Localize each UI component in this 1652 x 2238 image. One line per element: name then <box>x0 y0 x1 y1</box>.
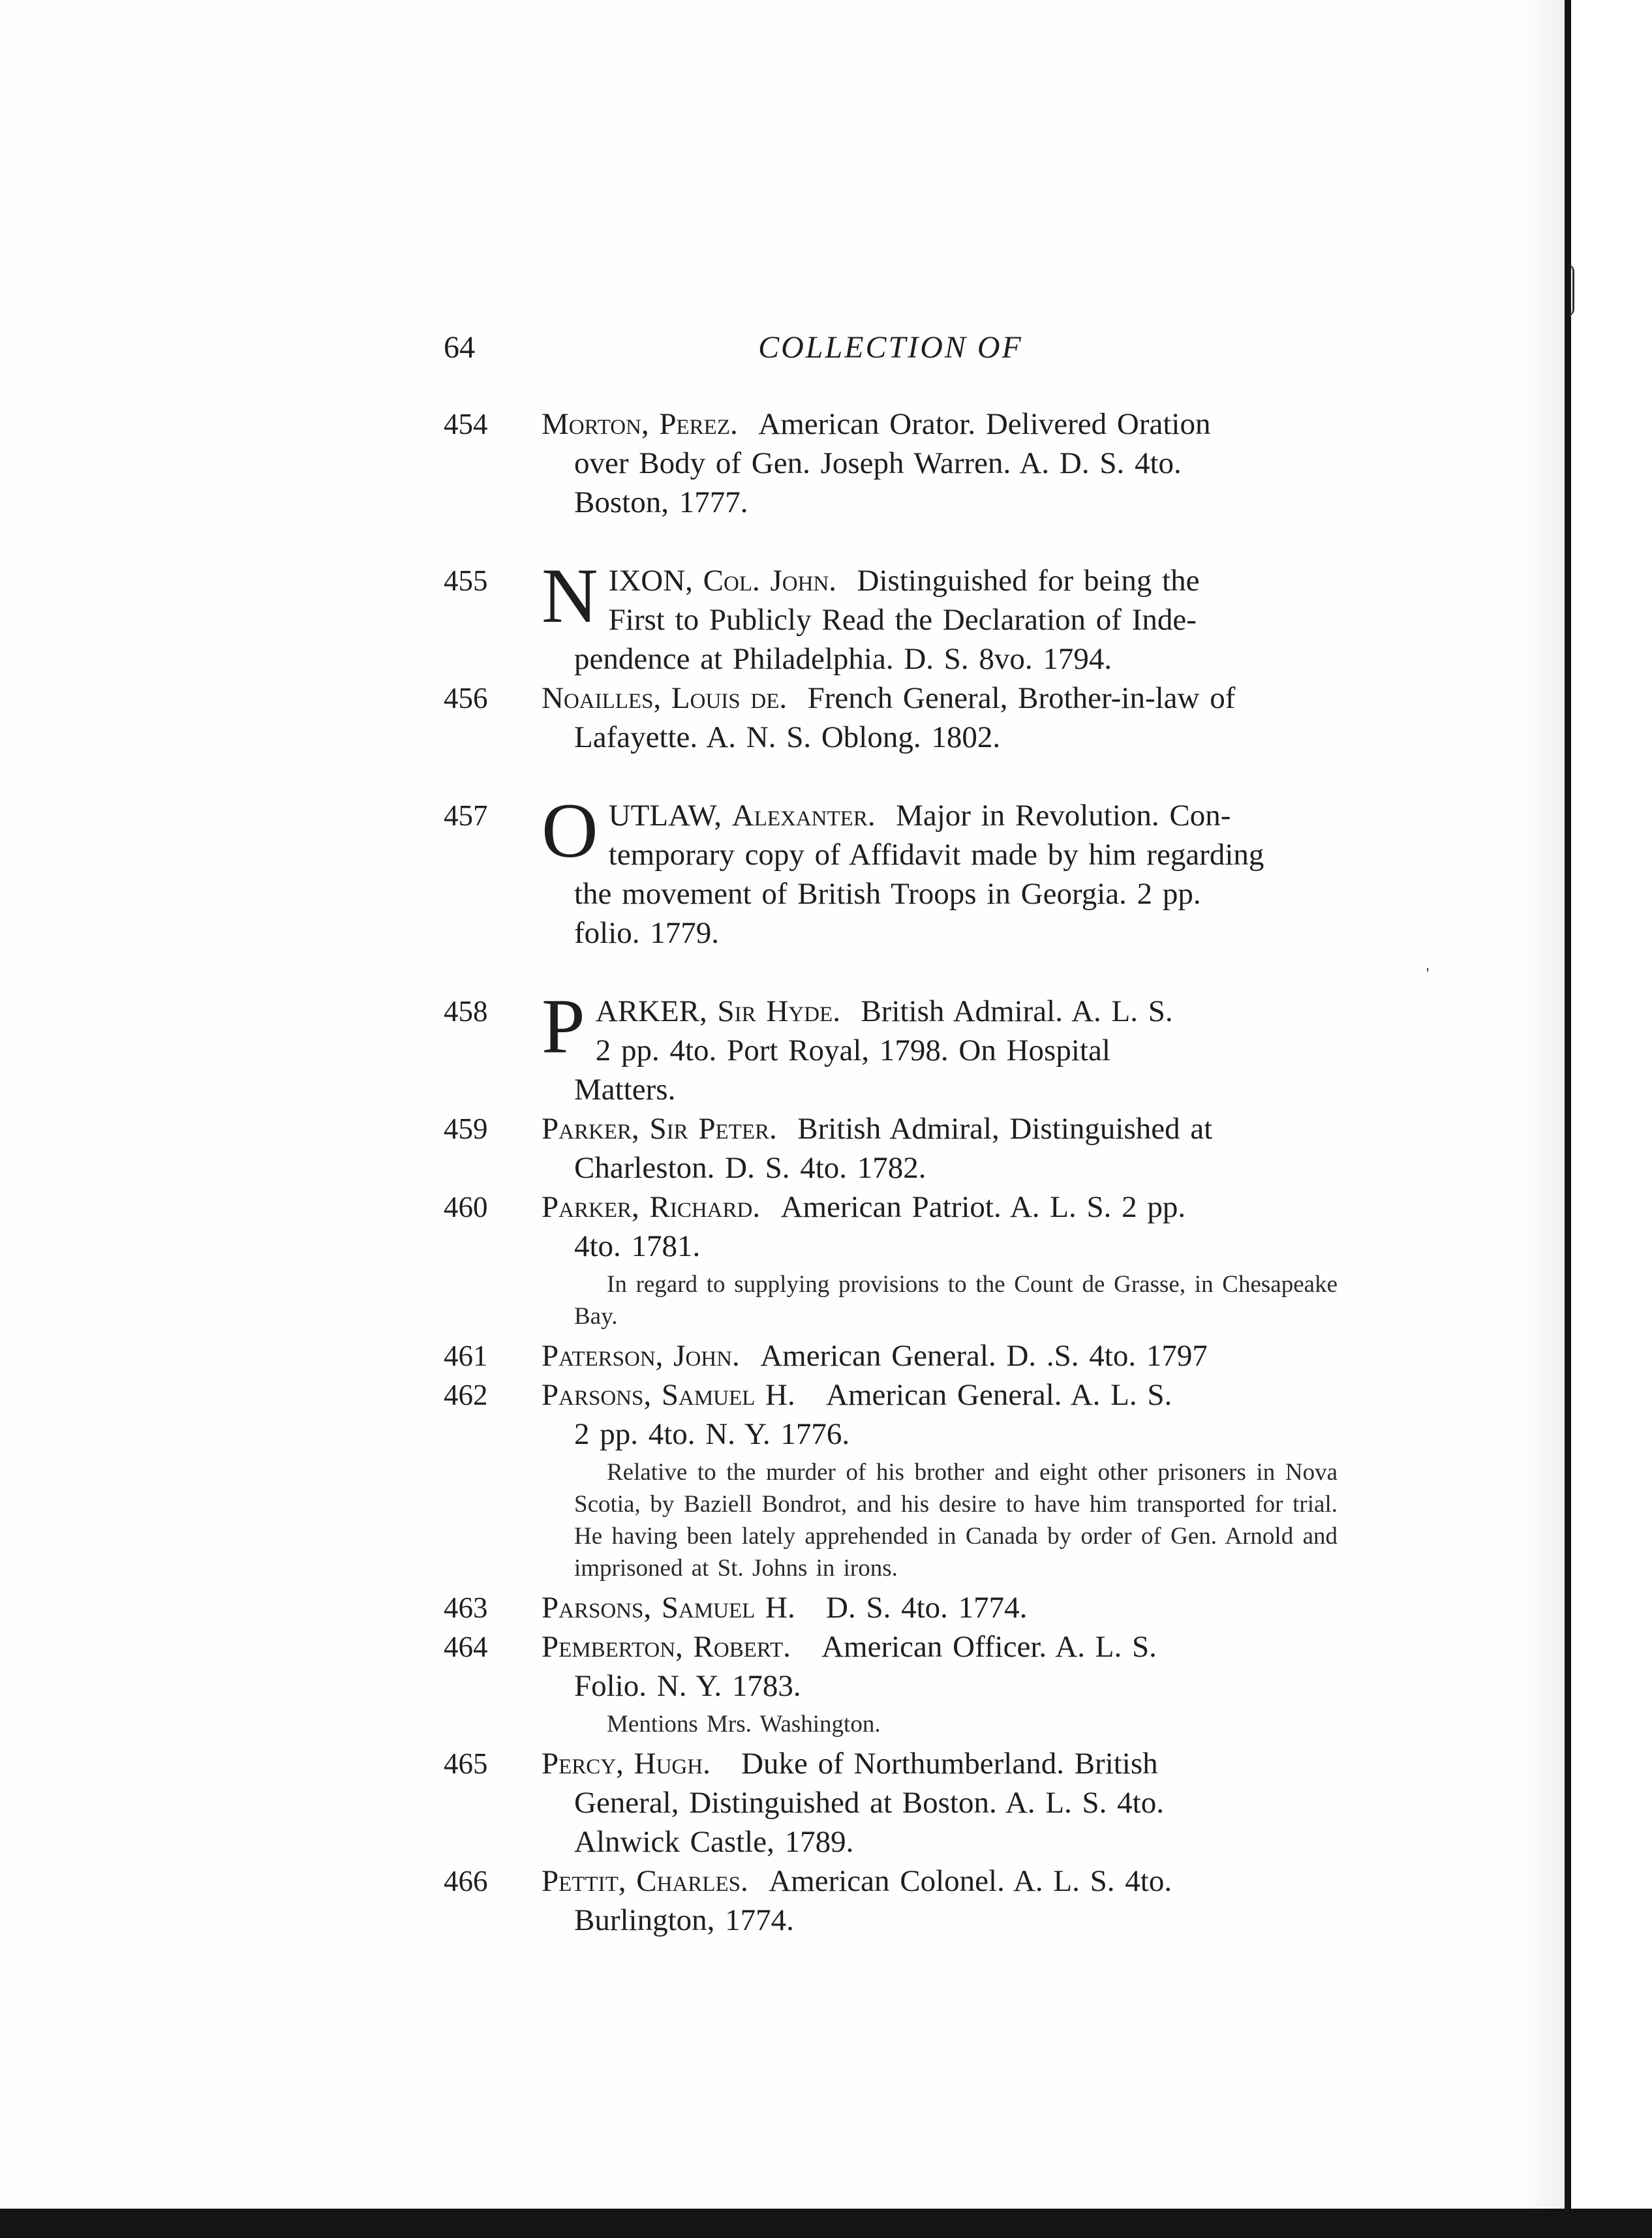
entry-line: 4to. 1781. <box>574 1229 701 1263</box>
entry-body <box>542 1336 1338 1375</box>
catalogue-entry <box>444 1336 1338 1375</box>
entry-line: American Orator. Delivered Oration <box>758 407 1211 441</box>
catalogue-entry <box>444 1862 1338 1940</box>
page-number: 64 <box>444 330 475 365</box>
catalogue-entry <box>444 1588 1338 1627</box>
entry-line: French General, Brother-in-law of <box>807 681 1236 715</box>
entry-title: Col. John. <box>703 564 837 598</box>
entry-title: Sir Hyde. <box>717 994 840 1028</box>
scan-margin-right <box>1571 0 1652 2238</box>
entry-body <box>542 561 1338 600</box>
entry-name: Pettit, Charles. <box>542 1864 748 1898</box>
running-head: COLLECTION OF <box>758 330 1023 365</box>
entry-line: Matters. <box>574 1073 676 1107</box>
entry-line: American Patriot. A. L. S. 2 pp. <box>780 1190 1186 1224</box>
entry-body <box>542 1744 1338 1783</box>
entry-number: 458 <box>444 995 488 1028</box>
catalogue-entry <box>444 983 1338 1109</box>
drop-cap: P <box>542 983 585 1069</box>
entry-number: 466 <box>444 1865 488 1897</box>
entry-line: British Admiral, Distinguished at <box>797 1112 1213 1146</box>
entry-number: 463 <box>444 1591 488 1624</box>
entry-number: 459 <box>444 1112 488 1145</box>
entry-number: 456 <box>444 682 488 714</box>
entry-line: American Officer. A. L. S. <box>821 1630 1157 1664</box>
entry-note: Mentions Mrs. Washington. <box>607 1711 881 1738</box>
catalogue-entry <box>444 1744 1338 1862</box>
catalogue-entries <box>444 405 1338 1940</box>
entry-body <box>542 405 1338 444</box>
entry-line: American Colonel. A. L. S. 4to. <box>769 1864 1172 1898</box>
entry-number: 462 <box>444 1379 488 1411</box>
entry-note: In regard to supplying provisions to the Count de Grasse, in Chesapeake Bay. <box>574 1271 1338 1330</box>
entry-body <box>542 1862 1338 1901</box>
page-edge-shadow <box>1520 0 1565 2209</box>
entry-body <box>542 1109 1338 1148</box>
entry-line: over Body of Gen. Joseph Warren. A. D. S. 4to. <box>574 446 1182 480</box>
scan-bracket-mark <box>1567 264 1574 316</box>
catalogue-entry <box>444 405 1338 522</box>
entry-line: Burlington, 1774. <box>574 1903 794 1937</box>
entry-number: 455 <box>444 564 488 597</box>
entry-name: Percy, Hugh. <box>542 1747 711 1781</box>
entry-line: temporary copy of Affidavit made by him regarding <box>608 838 1264 872</box>
drop-cap: O <box>542 787 598 874</box>
entry-number: 454 <box>444 408 488 440</box>
entry-number: 461 <box>444 1340 488 1372</box>
entry-body <box>542 1375 1338 1415</box>
entry-number: 457 <box>444 799 488 832</box>
entry-body <box>542 992 1338 1031</box>
entry-line: American General. D. .S. 4to. 1797 <box>760 1339 1208 1373</box>
entry-line: General, Distinguished at Boston. A. L. S. 4to. <box>574 1786 1164 1820</box>
entry-body <box>542 1188 1338 1227</box>
entry-line: Distinguished for being the <box>857 564 1200 598</box>
entry-name: Parsons, Samuel H. <box>542 1378 795 1412</box>
entry-number: 464 <box>444 1631 488 1663</box>
entry-line: 2 pp. 4to. N. Y. 1776. <box>574 1417 850 1451</box>
entry-name: Parker, Sir Peter. <box>542 1112 777 1146</box>
entry-name: Noailles, Louis de. <box>542 681 788 715</box>
entry-number: 465 <box>444 1747 488 1780</box>
entry-line: pendence at Philadelphia. D. S. 8vo. 1794. <box>574 642 1112 676</box>
entry-line: 2 pp. 4to. Port Royal, 1798. On Hospital <box>595 1034 1110 1067</box>
entry-body <box>542 1588 1338 1627</box>
entry-name: Parsons, Samuel H. <box>542 1591 795 1625</box>
entry-line: Boston, 1777. <box>574 485 748 519</box>
entry-title: Alexanter. <box>731 799 876 833</box>
entry-body <box>542 1627 1338 1666</box>
entry-line: Major in Revolution. Con- <box>896 799 1231 833</box>
entry-body <box>542 679 1338 718</box>
entry-name: Pemberton, Robert. <box>542 1630 791 1664</box>
entry-line: Folio. N. Y. 1783. <box>574 1669 801 1703</box>
entry-line: Alnwick Castle, 1789. <box>574 1825 854 1859</box>
entry-name: Parker, Richard. <box>542 1190 761 1224</box>
entry-line: folio. 1779. <box>574 916 720 950</box>
catalogue-entry <box>444 1188 1338 1332</box>
entry-name: ARKER, <box>595 994 718 1028</box>
entry-note: Relative to the murder of his brother and eight other prisoners in Nova Scotia, by Baziell Bondrot, and his desire to have him transported for trial. He having been lately apprehended in Canada by order of Gen. Arnold and imprisoned at St. Johns in irons. <box>574 1459 1338 1582</box>
entry-name: Morton, Perez. <box>542 407 738 441</box>
entry-number: 460 <box>444 1191 488 1223</box>
entry-name: IXON, <box>608 564 703 598</box>
catalogue-entry <box>444 1375 1338 1584</box>
catalogue-entry <box>444 552 1338 679</box>
stray-mark: ' <box>1426 966 1430 983</box>
drop-cap: N <box>542 552 598 639</box>
entry-line: American General. A. L. S. <box>826 1378 1172 1412</box>
catalogue-entry <box>444 787 1338 953</box>
entry-line: D. S. 4to. 1774. <box>826 1591 1028 1625</box>
entry-name: Paterson, John. <box>542 1339 740 1373</box>
entry-line: Duke of Northumberland. British <box>741 1747 1158 1781</box>
entry-name: UTLAW, <box>608 799 732 833</box>
entry-line: First to Publicly Read the Declaration of Inde- <box>608 603 1197 637</box>
entry-body <box>542 796 1338 835</box>
page-header <box>444 330 1338 375</box>
catalogue-entry <box>444 1627 1338 1740</box>
entry-line: Lafayette. A. N. S. Oblong. 1802. <box>574 720 1001 754</box>
catalogue-entry <box>444 679 1338 757</box>
catalogue-entry <box>444 1109 1338 1188</box>
entry-line: the movement of British Troops in Georgia. 2 pp. <box>574 877 1201 911</box>
scan-border-right <box>1565 0 1571 2238</box>
entry-line: Charleston. D. S. 4to. 1782. <box>574 1151 926 1185</box>
entry-line: British Admiral. A. L. S. <box>861 994 1173 1028</box>
scan-border-bottom <box>0 2209 1652 2238</box>
